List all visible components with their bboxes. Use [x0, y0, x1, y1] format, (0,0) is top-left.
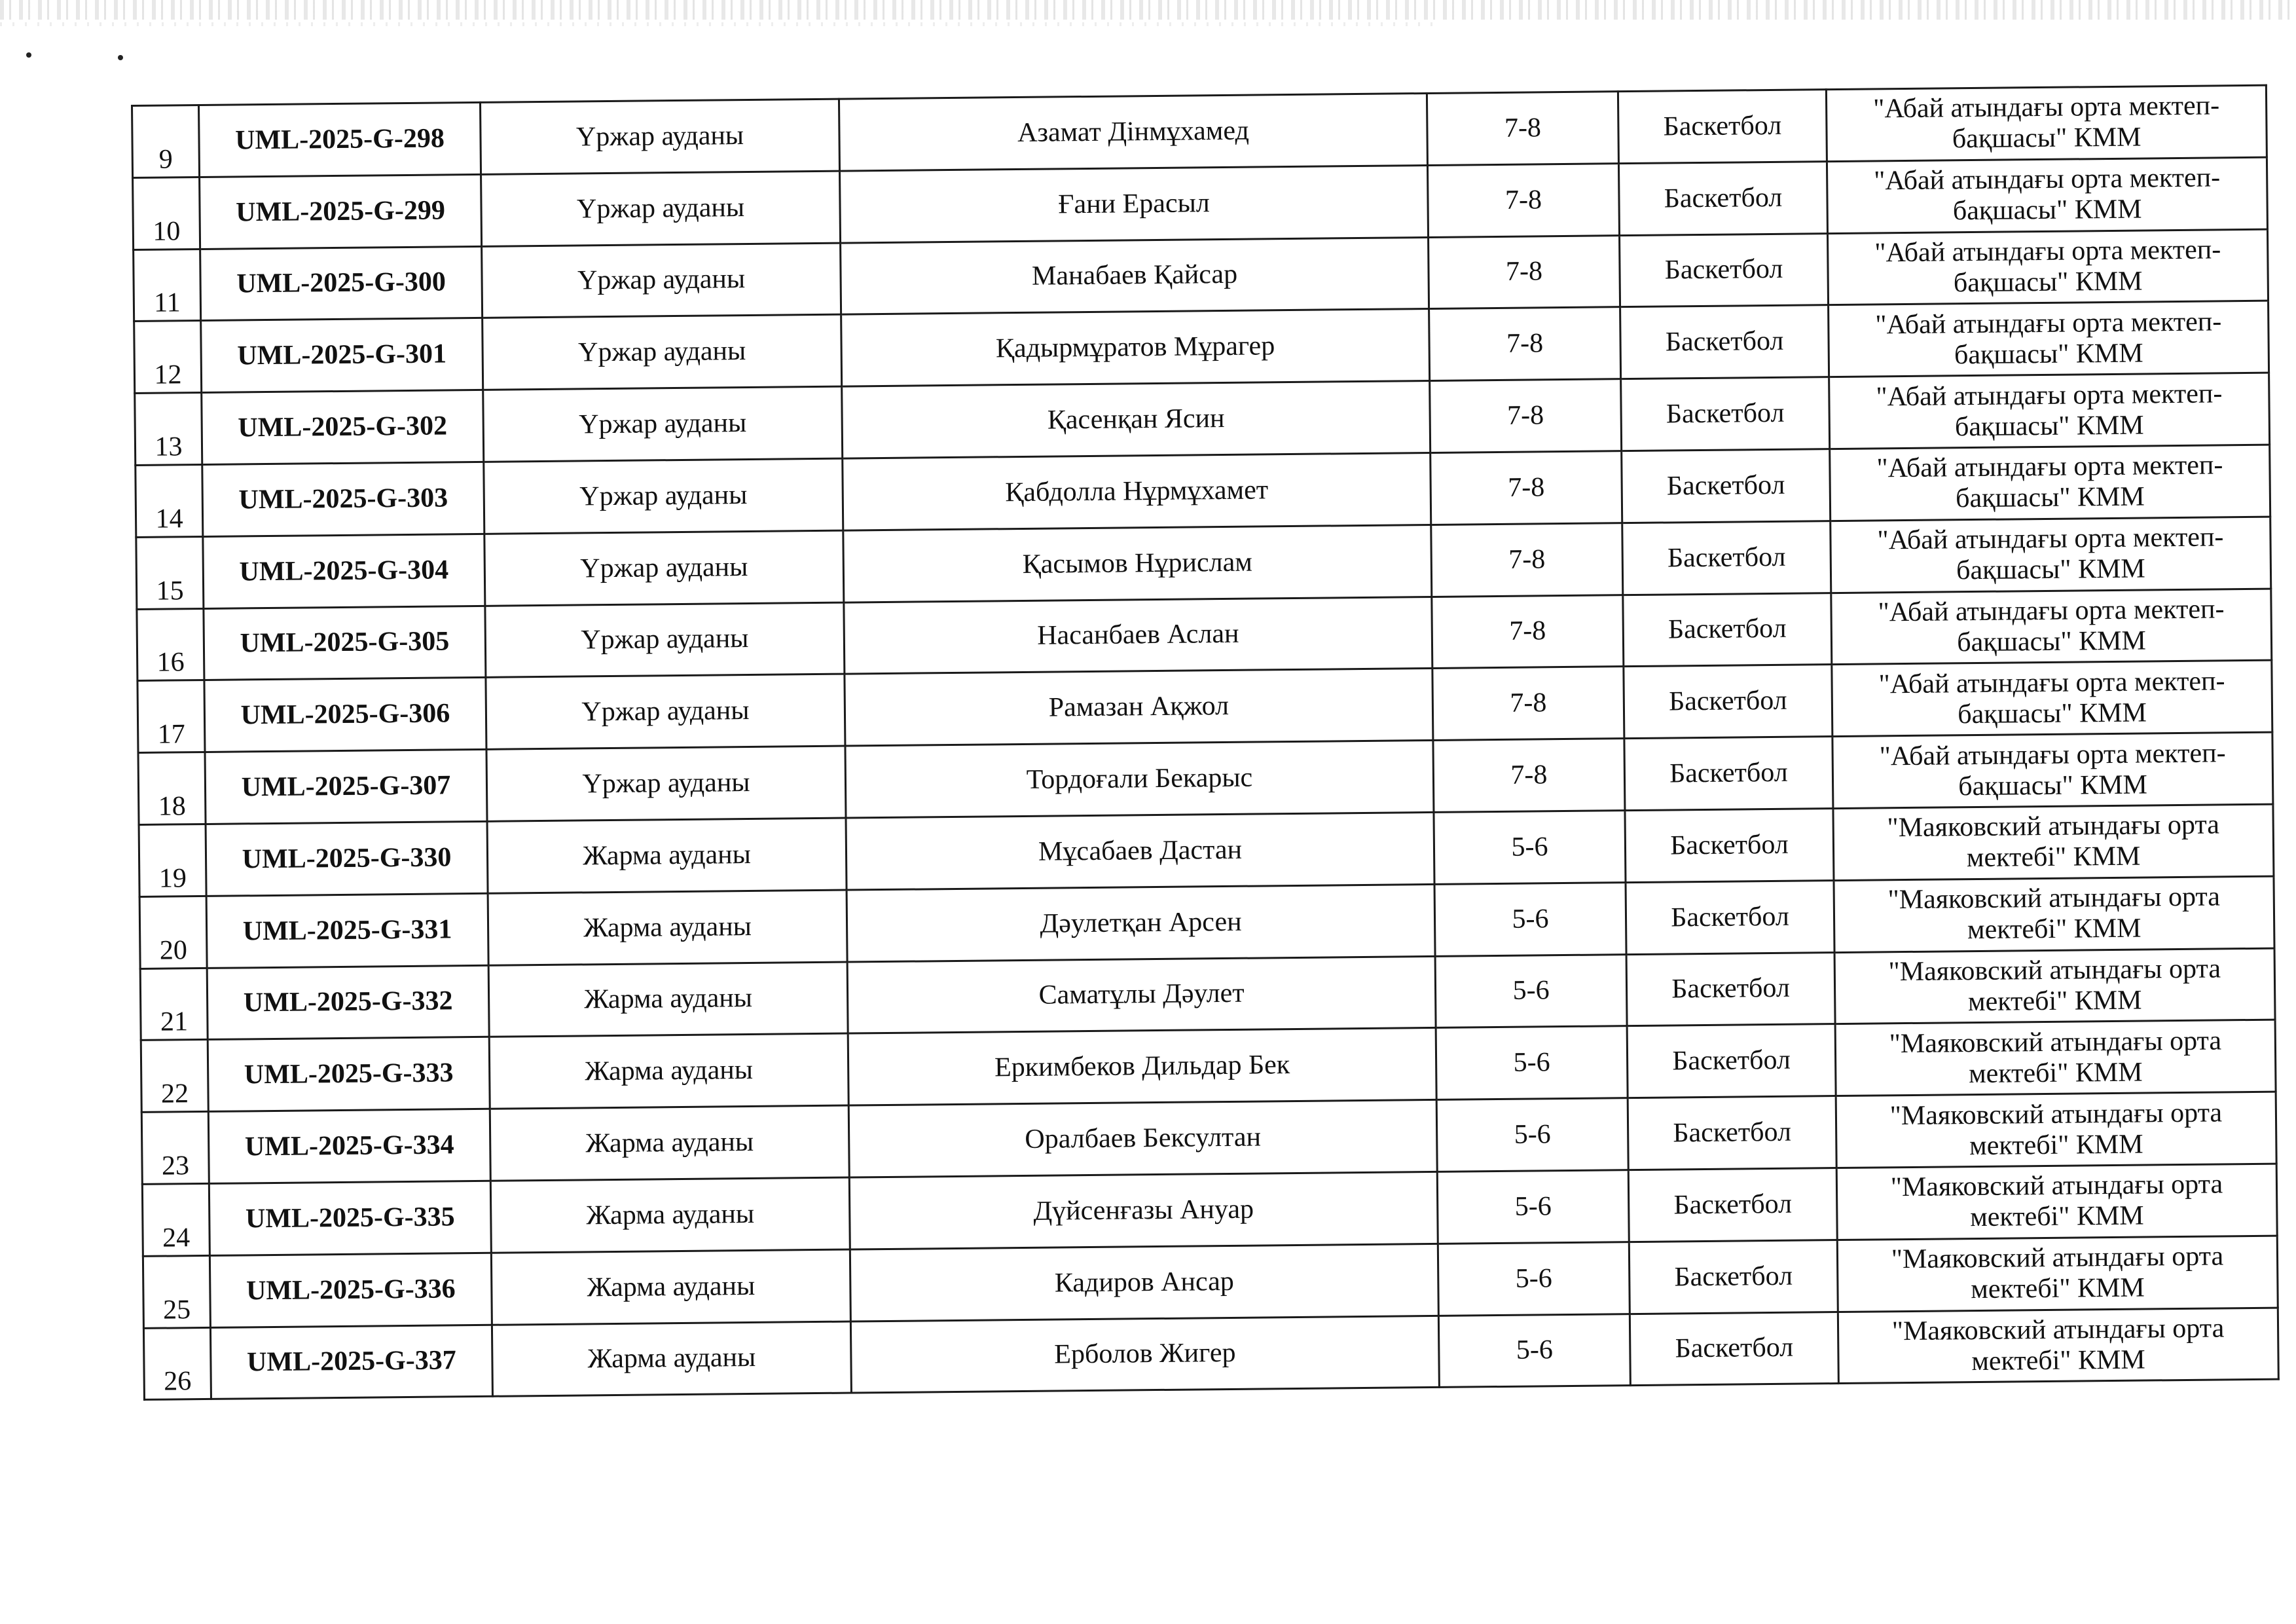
sport-cell: Баскетбол: [1621, 377, 1830, 451]
sport-cell: Баскетбол: [1628, 1168, 1837, 1242]
sport-cell: Баскетбол: [1626, 952, 1835, 1026]
school-cell: "Абай атындағы орта мектеп-бақшасы" КММ: [1826, 85, 2267, 161]
school-cell: "Маяковский атындағы орта мектебі" КММ: [1836, 1092, 2276, 1168]
participant-name-cell: Қабдолла Нұрмұхамет: [843, 452, 1431, 530]
row-number-cell: 19: [139, 824, 206, 896]
sport-cell: Баскетбол: [1626, 880, 1834, 954]
grade-cell: 5-6: [1438, 1242, 1630, 1316]
row-number-cell: 9: [132, 105, 200, 178]
participant-name-cell: Қасымов Нұрислам: [843, 525, 1432, 602]
district-cell: Үржар ауданы: [486, 746, 846, 821]
district-cell: Үржар ауданы: [483, 386, 843, 462]
participant-code-cell: UML-2025-G-335: [209, 1181, 491, 1255]
district-cell: Үржар ауданы: [480, 99, 839, 174]
participant-code-cell: UML-2025-G-332: [207, 965, 489, 1040]
grade-cell: 5-6: [1436, 1026, 1628, 1100]
participant-name-cell: Саматұлы Дәулет: [847, 956, 1436, 1033]
sport-cell: Баскетбол: [1628, 1096, 1836, 1170]
district-cell: Үржар ауданы: [486, 674, 845, 749]
participant-name-cell: Дәулетқан Арсен: [847, 884, 1435, 961]
participant-name-cell: Қасенқан Ясин: [842, 381, 1430, 458]
participant-code-cell: UML-2025-G-298: [199, 102, 481, 177]
district-cell: Үржар ауданы: [485, 602, 845, 678]
district-cell: Үржар ауданы: [481, 171, 841, 246]
participants-table: [131, 84, 2280, 1401]
school-cell: "Маяковский атындағы орта мектебі" КММ: [1833, 804, 2274, 880]
participant-code-cell: UML-2025-G-334: [208, 1109, 490, 1183]
sport-cell: Баскетбол: [1620, 233, 1829, 307]
sport-cell: Баскетбол: [1629, 1240, 1838, 1314]
sport-cell: Баскетбол: [1627, 1024, 1836, 1098]
participant-code-cell: UML-2025-G-330: [206, 821, 488, 896]
row-number-cell: 14: [136, 464, 203, 537]
grade-cell: 5-6: [1434, 811, 1626, 885]
grade-cell: 7-8: [1433, 739, 1625, 813]
sport-cell: Баскетбол: [1623, 593, 1832, 667]
sport-cell: Баскетбол: [1622, 449, 1831, 523]
school-cell: "Абай атындағы орта мектеп-бақшасы" КММ: [1831, 589, 2272, 665]
participant-name-cell: Мұсабаев Дастан: [846, 812, 1434, 889]
school-cell: "Маяковский атындағы орта мектебі" КММ: [1834, 876, 2274, 952]
grade-cell: 7-8: [1429, 307, 1621, 381]
participant-code-cell: UML-2025-G-302: [202, 390, 484, 465]
participant-code-cell: UML-2025-G-331: [206, 893, 488, 968]
sport-cell: Баскетбол: [1622, 521, 1831, 595]
table-body: [132, 85, 2279, 1400]
participant-name-cell: Дүйсенғазы Ануар: [849, 1172, 1438, 1249]
district-cell: Жарма ауданы: [490, 1105, 849, 1181]
participant-name-cell: Қадырмұратов Мұрагер: [841, 309, 1430, 386]
district-cell: Үржар ауданы: [482, 243, 841, 318]
district-cell: Жарма ауданы: [489, 1033, 848, 1109]
participant-code-cell: UML-2025-G-299: [200, 174, 482, 249]
school-cell: "Маяковский атындағы орта мектебі" КММ: [1835, 1020, 2276, 1096]
district-cell: Жарма ауданы: [487, 818, 847, 893]
row-number-cell: 20: [139, 896, 207, 969]
grade-cell: 7-8: [1431, 523, 1623, 597]
participant-code-cell: UML-2025-G-305: [204, 606, 486, 680]
school-cell: "Абай атындағы орта мектеп-бақшасы" КММ: [1832, 732, 2273, 808]
row-number-cell: 13: [135, 393, 202, 466]
participant-name-cell: Азамат Дінмұхамед: [839, 93, 1427, 170]
row-number-cell: 18: [138, 752, 206, 825]
school-cell: "Маяковский атындағы орта мектебі" КММ: [1834, 948, 2275, 1024]
sport-cell: Баскетбол: [1630, 1312, 1838, 1386]
row-number-cell: 25: [143, 1255, 210, 1328]
participant-name-cell: Манабаев Қайсар: [841, 237, 1429, 314]
row-number-cell: 21: [140, 968, 208, 1041]
scan-edge-artifact: [0, 0, 2296, 20]
grade-cell: 7-8: [1430, 451, 1622, 525]
school-cell: "Абай атындағы орта мектеп-бақшасы" КММ: [1832, 661, 2272, 737]
school-cell: "Маяковский атындағы орта мектебі" КММ: [1838, 1308, 2278, 1384]
participant-code-cell: UML-2025-G-301: [201, 318, 483, 393]
row-number-cell: 26: [143, 1327, 211, 1400]
sport-cell: Баскетбол: [1624, 665, 1832, 739]
scan-edge-artifact: [0, 22, 1440, 26]
district-cell: Жарма ауданы: [490, 1177, 850, 1253]
district-cell: Үржар ауданы: [484, 530, 844, 606]
sport-cell: Баскетбол: [1625, 809, 1834, 883]
participant-name-cell: Тордоғали Бекарыс: [845, 741, 1434, 818]
grade-cell: 5-6: [1435, 954, 1627, 1028]
school-cell: "Абай атындағы орта мектеп-бақшасы" КММ: [1830, 445, 2270, 521]
grade-cell: 5-6: [1437, 1170, 1629, 1244]
grade-cell: 7-8: [1432, 667, 1624, 741]
scan-speck: [26, 52, 31, 58]
participant-name-cell: Насанбаев Аслан: [844, 597, 1432, 674]
participant-name-cell: Кадиров Ансар: [850, 1244, 1438, 1321]
grade-cell: 5-6: [1436, 1098, 1628, 1172]
sport-cell: Баскетбол: [1620, 305, 1829, 379]
participant-name-cell: Ғани Ерасыл: [840, 165, 1429, 242]
grade-cell: 7-8: [1427, 92, 1618, 166]
district-cell: Үржар ауданы: [484, 458, 843, 534]
row-number-cell: 23: [141, 1112, 209, 1185]
school-cell: "Маяковский атындағы орта мектебі" КММ: [1836, 1164, 2277, 1240]
row-number-cell: 11: [134, 249, 201, 322]
participant-code-cell: UML-2025-G-303: [202, 462, 484, 536]
participant-code-cell: UML-2025-G-336: [210, 1253, 492, 1327]
grade-cell: 7-8: [1427, 163, 1619, 237]
row-number-cell: 12: [134, 321, 202, 394]
grade-cell: 7-8: [1432, 595, 1624, 669]
grade-cell: 5-6: [1434, 882, 1626, 956]
sport-cell: Баскетбол: [1618, 90, 1827, 164]
district-cell: Жарма ауданы: [488, 962, 848, 1037]
school-cell: "Абай атындағы орта мектеп-бақшасы" КММ: [1828, 229, 2269, 305]
school-cell: "Абай атындағы орта мектеп-бақшасы" КММ: [1829, 373, 2270, 449]
participant-code-cell: UML-2025-G-337: [210, 1325, 492, 1399]
sport-cell: Баскетбол: [1624, 737, 1833, 811]
grade-cell: 5-6: [1438, 1314, 1630, 1388]
row-number-cell: 24: [142, 1183, 210, 1256]
district-cell: Үржар ауданы: [483, 314, 842, 390]
participant-name-cell: Оралбаев Бексултан: [848, 1100, 1437, 1177]
sport-cell: Баскетбол: [1618, 161, 1827, 235]
participant-name-cell: Рамазан Ақжол: [845, 669, 1433, 746]
district-cell: Жарма ауданы: [491, 1249, 850, 1325]
grade-cell: 7-8: [1430, 379, 1622, 453]
row-number-cell: 17: [137, 680, 205, 753]
row-number-cell: 16: [137, 608, 204, 681]
school-cell: "Абай атындағы орта мектеп-бақшасы" КММ: [1827, 157, 2267, 233]
participant-name-cell: Ерболов Жигер: [850, 1316, 1439, 1393]
participant-code-cell: UML-2025-G-300: [200, 246, 483, 321]
participant-code-cell: UML-2025-G-306: [204, 678, 486, 752]
school-cell: "Маяковский атындағы орта мектебі" КММ: [1837, 1236, 2278, 1312]
row-number-cell: 22: [141, 1040, 208, 1113]
participant-code-cell: UML-2025-G-307: [205, 750, 487, 824]
school-cell: "Абай атындағы орта мектеп-бақшасы" КММ: [1831, 517, 2271, 593]
participant-code-cell: UML-2025-G-333: [208, 1037, 490, 1112]
row-number-cell: 15: [136, 536, 204, 609]
scan-speck: [118, 55, 123, 60]
row-number-cell: 10: [133, 177, 200, 249]
participant-code-cell: UML-2025-G-304: [203, 534, 485, 608]
participant-name-cell: Еркимбеков Дильдар Бек: [848, 1028, 1436, 1105]
school-cell: "Абай атындағы орта мектеп-бақшасы" КММ: [1829, 301, 2269, 377]
district-cell: Жарма ауданы: [488, 890, 847, 965]
district-cell: Жарма ауданы: [492, 1321, 851, 1397]
grade-cell: 7-8: [1429, 235, 1620, 309]
